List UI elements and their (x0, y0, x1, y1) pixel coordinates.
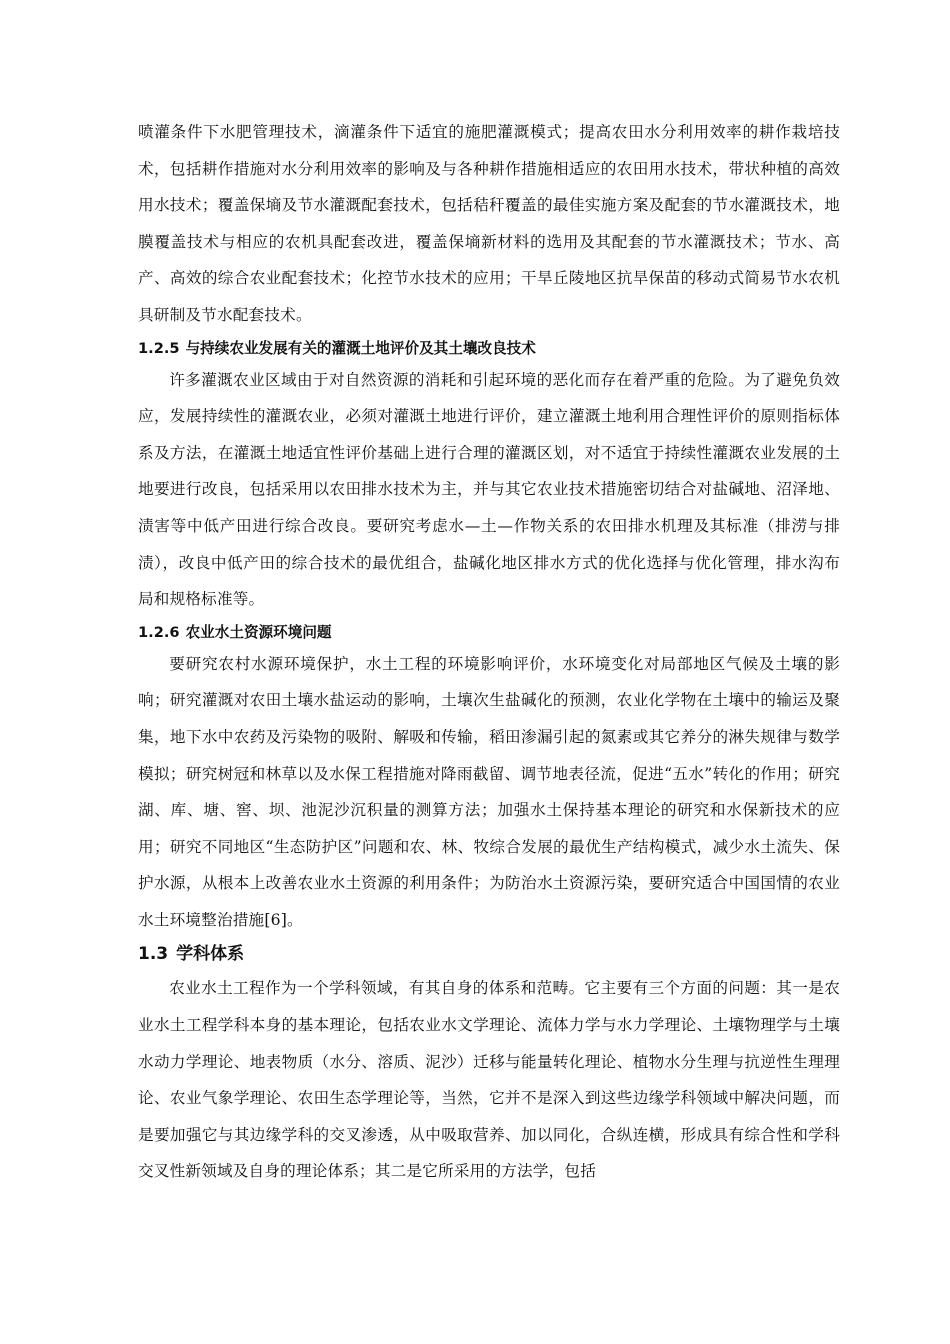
section-1-3-paragraph: 农业水土工程作为一个学科领域，有其自身的体系和范畴。它主要有三个方面的问题：其一是农业水土工程学科本身的基本理论，包括农业水文学理论、流体力学与水力学理论、土壤物理学与土壤水动力学理论、地表物质（水分、溶质、泥沙）迁移与能量转化理论、植物水分生理与抗逆性生理理论、农业气象学理论、农田生态学理论等，当然，它并不是深入到这些边缘学科领域中解决问题，而是要加强它与其边缘学科的交叉渗透，从中吸取营养、加以同化，合纵连横，形成具有综合性和学科交叉性新领域及自身的理论体系；其二是它所采用的方法学，包括 (138, 979, 840, 1181)
section-heading-1-2-5 (138, 336, 840, 362)
document-body (138, 114, 840, 1190)
section-title: 学科体系 (176, 944, 245, 965)
section-title: 农业水土资源环境问题 (185, 623, 332, 641)
section-number: 1.2.6 (138, 623, 180, 641)
section-heading-1-3 (138, 938, 840, 970)
section-1-2-5-paragraph: 许多灌溉农业区域由于对自然资源的消耗和引起环境的恶化而存在着严重的危险。为了避免负效应，发展持续性的灌溉农业，必须对灌溉土地进行评价，建立灌溉土地利用合理性评价的原则指标体系及方法，在灌溉土地适宜性评价基础上进行合理的灌溉区划，对不适宜于持续性灌溉农业发展的土地要进行改良，包括采用以农田排水技术为主，并与其它农业技术措施密切结合对盐碱地、沼泽地、渍害等中低产田进行综合改良。要研究考虑水—土—作物关系的农田排水机理及其标准（排涝与排渍），改良中低产田的综合技术的最优组合，盐碱化地区排水方式的优化选择与优化管理，排水沟布局和规格标准等。 (138, 370, 840, 609)
intro-paragraph: 喷灌条件下水肥管理技术，滴灌条件下适宜的施肥灌溉模式；提高农田水分利用效率的耕作栽培技术，包括耕作措施对水分利用效率的影响及与各种耕作措施相适应的农田用水技术，带状种植的高效用水技术；覆盖保墒及节水灌溉配套技术，包括秸秆覆盖的最佳实施方案及配套的节水灌溉技术，地膜覆盖技术与相应的农机具配套改进，覆盖保墒新材料的选用及其配套的节水灌溉技术；节水、高产、高效的综合农业配套技术；化控节水技术的应用；干旱丘陵地区抗旱保苗的移动式简易节水农机具研制及节水配套技术。 (138, 123, 840, 324)
section-heading-1-2-6 (138, 620, 840, 646)
section-number: 1.3 (138, 944, 169, 965)
section-number: 1.2.5 (138, 339, 180, 357)
section-1-2-6-paragraph: 要研究农村水源环境保护，水土工程的环境影响评价，水环境变化对局部地区气候及土壤的影响；研究灌溉对农田土壤水盐运动的影响，土壤次生盐碱化的预测，农业化学物在土壤中的输运及聚集，地下水中农药及污染物的吸附、解吸和传输，稻田渗漏引起的氮素或其它养分的淋失规律与数学模拟；研究树冠和林草以及水保工程措施对降雨截留、调节地表径流，促进“五水”转化的作用；研究湖、库、塘、窖、坝、池泥沙沉积量的测算方法；加强水土保持基本理论的研究和水保新技术的应用；研究不同地区“生态防护区”问题和农、林、牧综合发展的最优生产结构模式，减少水土流失、保护水源，从根本上改善农业水土资源的利用条件；为防治水土资源污染，要研究适合中国国情的农业水土环境整治措施[6]。 (138, 654, 840, 929)
section-title: 与持续农业发展有关的灌溉土地评价及其土壤改良技术 (185, 339, 536, 357)
